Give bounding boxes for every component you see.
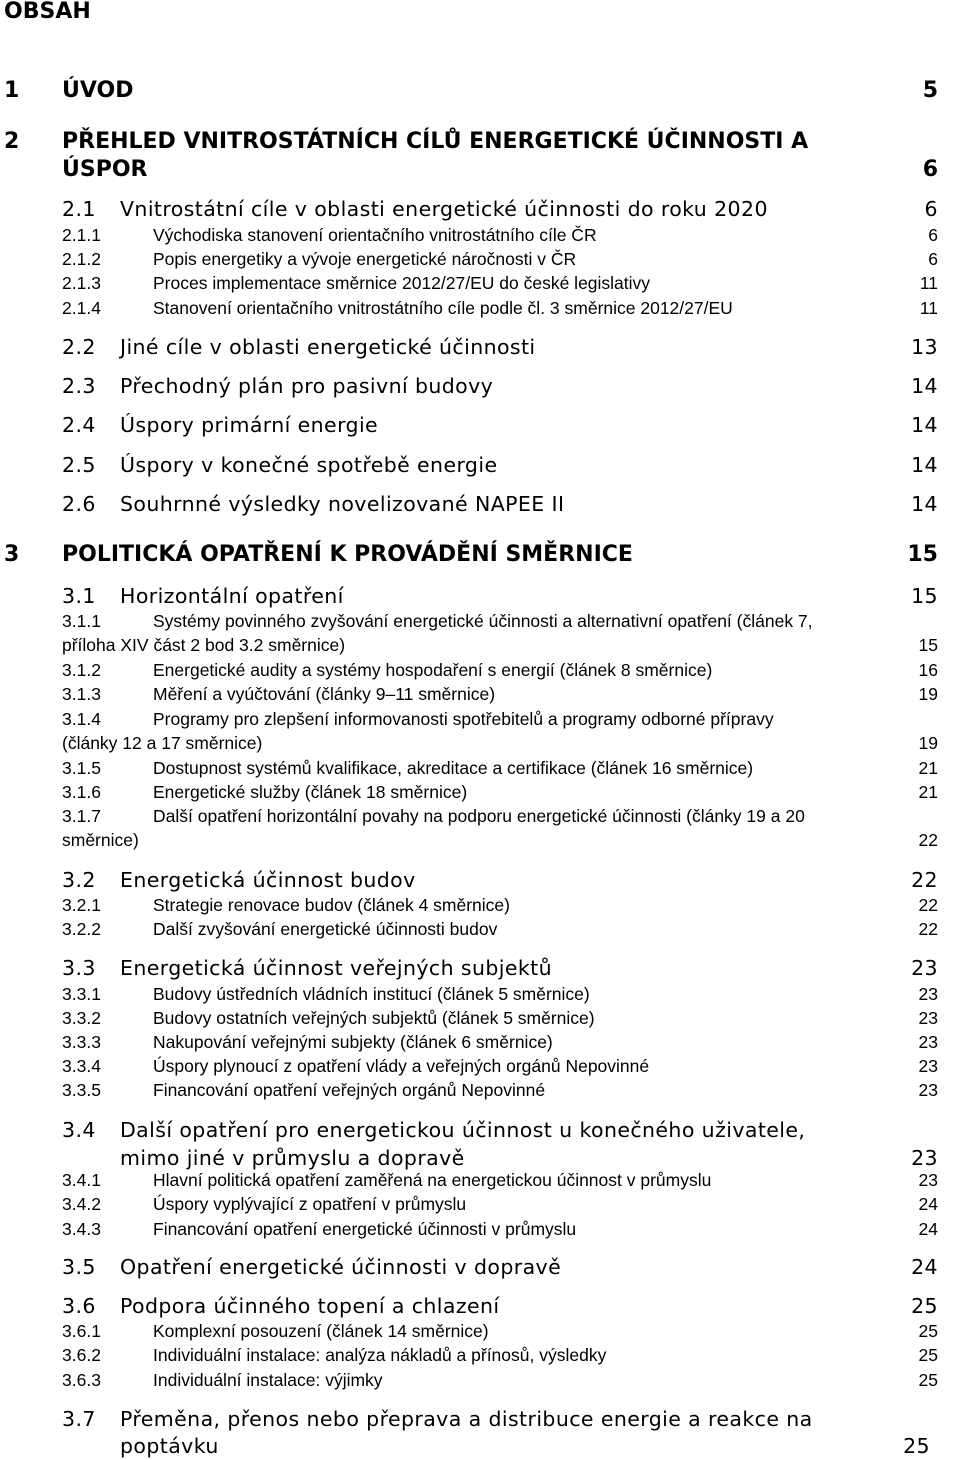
toc-page: 21 <box>918 758 938 778</box>
toc-number: 2.1 <box>62 197 96 221</box>
toc-number: 2.4 <box>62 413 96 437</box>
toc-number: 3.1.6 <box>62 782 101 802</box>
toc-page: 19 <box>918 684 938 704</box>
toc-number: 3.2.1 <box>62 895 101 915</box>
toc-title: Energetická účinnost budov <box>120 868 416 892</box>
toc-title: Úspory vyplývající z opatření v průmyslu <box>153 1194 467 1214</box>
toc-entry-level2[interactable] <box>0 1407 960 1460</box>
toc-entry-level3[interactable] <box>0 1056 960 1078</box>
toc-number: 3.1.5 <box>62 758 101 778</box>
toc-page: 23 <box>918 984 938 1004</box>
toc-page: 6 <box>922 157 938 182</box>
toc-page: 14 <box>911 492 938 516</box>
toc-title: Energetické audity a systémy hospodaření s energií (článek 8 směrnice) <box>153 660 713 680</box>
toc-entry-level3[interactable] <box>0 919 960 941</box>
toc-title: Opatření energetické účinnosti v dopravě <box>120 1255 562 1279</box>
toc-page: 22 <box>918 895 938 915</box>
toc-page: 23 <box>918 1008 938 1028</box>
toc-page: 13 <box>911 335 938 359</box>
toc-title-continued: poptávku <box>120 1434 219 1458</box>
toc-entry-level3[interactable] <box>0 1370 960 1392</box>
toc-number: 3.7 <box>62 1407 96 1431</box>
toc-entry-level3[interactable] <box>0 298 960 320</box>
toc-title: Systémy povinného zvyšování energetické účinnosti a alternativní opatření (článek 7, <box>153 611 813 631</box>
toc-entry-level1[interactable] <box>0 542 960 570</box>
toc-title: Budovy ostatních veřejných subjektů (článek 5 směrnice) <box>153 1008 595 1028</box>
toc-page: 22 <box>918 830 938 850</box>
toc-number: 2.1.1 <box>62 225 101 245</box>
toc-entry-level3[interactable] <box>0 895 960 917</box>
toc-page: 6 <box>928 225 938 245</box>
toc-page: 5 <box>922 78 938 103</box>
toc-entry-level2[interactable] <box>0 1294 960 1320</box>
toc-page: 23 <box>918 1032 938 1052</box>
toc-page: 24 <box>911 1255 938 1279</box>
toc-number: 3.4.2 <box>62 1194 101 1214</box>
toc-entry-level1[interactable] <box>0 129 960 185</box>
toc-entry-level3[interactable] <box>0 1219 960 1241</box>
toc-entry-level2[interactable] <box>0 956 960 982</box>
toc-entry-level3[interactable] <box>0 1080 960 1102</box>
toc-page: 14 <box>911 413 938 437</box>
toc-entry-level2[interactable] <box>0 868 960 894</box>
toc-entry-level3[interactable] <box>0 684 960 706</box>
toc-number: 3.1 <box>62 584 96 608</box>
toc-entry-level3[interactable] <box>0 660 960 682</box>
toc-entry-level2[interactable] <box>0 453 960 479</box>
toc-entry-level3[interactable] <box>0 1008 960 1030</box>
toc-entry-level3[interactable] <box>0 758 960 780</box>
toc-page: 23 <box>918 1056 938 1076</box>
toc-title-continued: směrnice) <box>62 830 139 850</box>
toc-title: Financování opatření veřejných orgánů Nepovinné <box>153 1080 546 1100</box>
toc-number: 3 <box>4 542 20 567</box>
toc-number: 3.6.1 <box>62 1321 101 1341</box>
toc-page: 24 <box>918 1194 938 1214</box>
toc-entry-level3[interactable] <box>0 611 960 657</box>
toc-page: 23 <box>911 956 938 980</box>
toc-entry-level3[interactable] <box>0 1032 960 1054</box>
toc-title: Programy pro zlepšení informovanosti spotřebitelů a programy odborné přípravy <box>153 709 774 729</box>
toc-page: 25 <box>918 1345 938 1365</box>
toc-page: 6 <box>924 197 938 221</box>
toc-number: 2.1.2 <box>62 249 101 269</box>
toc-entry-level3[interactable] <box>0 249 960 271</box>
toc-entry-level2[interactable] <box>0 492 960 518</box>
toc-number: 2.6 <box>62 492 96 516</box>
toc-title: Stanovení orientačního vnitrostátního cíle podle čl. 3 směrnice 2012/27/EU <box>153 298 733 318</box>
toc-number: 3.3 <box>62 956 96 980</box>
toc-number: 2.5 <box>62 453 96 477</box>
toc-title: Individuální instalace: analýza nákladů a přínosů, výsledky <box>153 1345 607 1365</box>
toc-entry-level3[interactable] <box>0 709 960 755</box>
toc-title: Další opatření horizontální povahy na podporu energetické účinnosti (články 19 a 20 <box>153 806 805 826</box>
toc-entry-level1[interactable] <box>0 78 960 106</box>
toc-entry-level3[interactable] <box>0 1194 960 1216</box>
toc-page: 21 <box>918 782 938 802</box>
toc-title: Budovy ústředních vládních institucí (článek 5 směrnice) <box>153 984 590 1004</box>
toc-entry-level3[interactable] <box>0 1170 960 1192</box>
toc-title-continued: (články 12 a 17 směrnice) <box>62 733 263 753</box>
toc-number: 3.2 <box>62 868 96 892</box>
toc-number: 3.1.7 <box>62 806 101 826</box>
toc-page: 24 <box>918 1219 938 1239</box>
toc-number: 3.5 <box>62 1255 96 1279</box>
toc-title: Energetické služby (článek 18 směrnice) <box>153 782 468 802</box>
toc-entry-level3[interactable] <box>0 225 960 247</box>
toc-page: 6 <box>928 249 938 269</box>
toc-page: 14 <box>911 374 938 398</box>
toc-page: 11 <box>919 298 938 318</box>
page-title: OBSAH <box>4 0 91 24</box>
toc-title: Popis energetiky a vývoje energetické náročnosti v ČR <box>153 249 577 269</box>
toc-number: 3.3.3 <box>62 1032 101 1052</box>
toc-entry-level3[interactable] <box>0 273 960 295</box>
toc-entry-level3[interactable] <box>0 806 960 852</box>
toc-title: Souhrnné výsledky novelizované NAPEE II <box>120 492 565 516</box>
toc-page: 22 <box>911 868 938 892</box>
toc-title: Dostupnost systémů kvalifikace, akreditace a certifikace (článek 16 směrnice) <box>153 758 754 778</box>
toc-title: Financování opatření energetické účinnosti v průmyslu <box>153 1219 577 1239</box>
toc-entry-level2[interactable] <box>0 197 960 223</box>
toc-title: Komplexní posouzení (článek 14 směrnice) <box>153 1321 489 1341</box>
toc-title-continued: mimo jiné v průmyslu a dopravě <box>120 1146 465 1170</box>
toc-title: Individuální instalace: výjimky <box>153 1370 383 1390</box>
toc-entry-level2[interactable] <box>0 1118 960 1172</box>
toc-page: 23 <box>918 1080 938 1100</box>
toc-number: 3.1.4 <box>62 709 101 729</box>
toc-title: Nakupování veřejnými subjekty (článek 6 směrnice) <box>153 1032 553 1052</box>
toc-number: 3.6.2 <box>62 1345 101 1365</box>
toc-number: 2.2 <box>62 335 96 359</box>
toc-title: Přeměna, přenos nebo přeprava a distribuce energie a reakce na <box>120 1407 813 1431</box>
toc-number: 3.3.1 <box>62 984 101 1004</box>
toc-title-continued: příloha XIV část 2 bod 3.2 směrnice) <box>62 635 346 655</box>
toc-title: Energetická účinnost veřejných subjektů <box>120 956 552 980</box>
toc-number: 3.4 <box>62 1118 96 1142</box>
toc-entry-level2[interactable] <box>0 1255 960 1281</box>
toc-number: 2.1.3 <box>62 273 101 293</box>
toc-number: 3.1.2 <box>62 660 101 680</box>
toc-page: 25 <box>911 1294 938 1318</box>
toc-title: Podpora účinného topení a chlazení <box>120 1294 500 1318</box>
toc-page: 15 <box>911 584 938 608</box>
toc-number: 3.4.3 <box>62 1219 101 1239</box>
toc-number: 3.6.3 <box>62 1370 101 1390</box>
toc-number: 3.6 <box>62 1294 96 1318</box>
toc-page: 22 <box>918 919 938 939</box>
toc-number: 2.3 <box>62 374 96 398</box>
toc-number: 1 <box>4 78 20 103</box>
toc-title: Přechodný plán pro pasivní budovy <box>120 374 494 398</box>
toc-title: Úspory v konečné spotřebě energie <box>120 453 498 477</box>
toc-number: 3.2.2 <box>62 919 101 939</box>
toc-title-continued: ÚSPOR <box>62 157 148 182</box>
toc-page: 15 <box>907 542 938 567</box>
toc-entry-level3[interactable] <box>0 1345 960 1367</box>
toc-entry-level2[interactable] <box>0 413 960 439</box>
toc-page: 19 <box>918 733 938 753</box>
toc-title: Úspory primární energie <box>120 413 379 437</box>
toc-entry-level2[interactable] <box>0 584 960 610</box>
toc-title: Strategie renovace budov (článek 4 směrnice) <box>153 895 510 915</box>
toc-entry-level3[interactable] <box>0 782 960 804</box>
toc-title: Východiska stanovení orientačního vnitrostátního cíle ČR <box>153 225 597 245</box>
toc-entry-level3[interactable] <box>0 1321 960 1343</box>
toc-page: 25 <box>918 1370 938 1390</box>
toc-title: Další opatření pro energetickou účinnost u konečného uživatele, <box>120 1118 806 1142</box>
toc-number: 3.1.3 <box>62 684 101 704</box>
toc-page: 16 <box>918 660 938 680</box>
toc-page: 11 <box>919 273 938 293</box>
toc-entry-level2[interactable] <box>0 374 960 400</box>
toc-number: 3.1.1 <box>62 611 101 631</box>
toc-page: 25 <box>903 1434 930 1458</box>
toc-title: POLITICKÁ OPATŘENÍ K PROVÁDĚNÍ SMĚRNICE <box>62 542 633 567</box>
toc-title: Hlavní politická opatření zaměřená na energetickou účinnost v průmyslu <box>153 1170 712 1190</box>
toc-title: Měření a vyúčtování (články 9–11 směrnice) <box>153 684 496 704</box>
toc-page: 14 <box>911 453 938 477</box>
toc-page: 23 <box>911 1146 938 1170</box>
toc-number: 3.3.2 <box>62 1008 101 1028</box>
toc-number: 2 <box>4 129 20 154</box>
toc-page: 23 <box>918 1170 938 1190</box>
toc-title: Další zvyšování energetické účinnosti budov <box>153 919 498 939</box>
toc-title: Úspory plynoucí z opatření vlády a veřejných orgánů Nepovinné <box>153 1056 650 1076</box>
toc-entry-level3[interactable] <box>0 984 960 1006</box>
toc-page: 15 <box>918 635 938 655</box>
toc-title: ÚVOD <box>62 78 134 103</box>
toc-page: 25 <box>918 1321 938 1341</box>
toc-title: PŘEHLED VNITROSTÁTNÍCH CÍLŮ ENERGETICKÉ ÚČINNOSTI A <box>62 129 809 154</box>
toc-number: 3.4.1 <box>62 1170 101 1190</box>
toc-number: 3.3.5 <box>62 1080 101 1100</box>
toc-title: Horizontální opatření <box>120 584 344 608</box>
toc-title: Proces implementace směrnice 2012/27/EU do české legislativy <box>153 273 651 293</box>
toc-number: 2.1.4 <box>62 298 101 318</box>
toc-entry-level2[interactable] <box>0 335 960 361</box>
toc-title: Jiné cíle v oblasti energetické účinnosti <box>120 335 536 359</box>
toc-number: 3.3.4 <box>62 1056 101 1076</box>
toc-title: Vnitrostátní cíle v oblasti energetické účinnosti do roku 2020 <box>120 197 768 221</box>
